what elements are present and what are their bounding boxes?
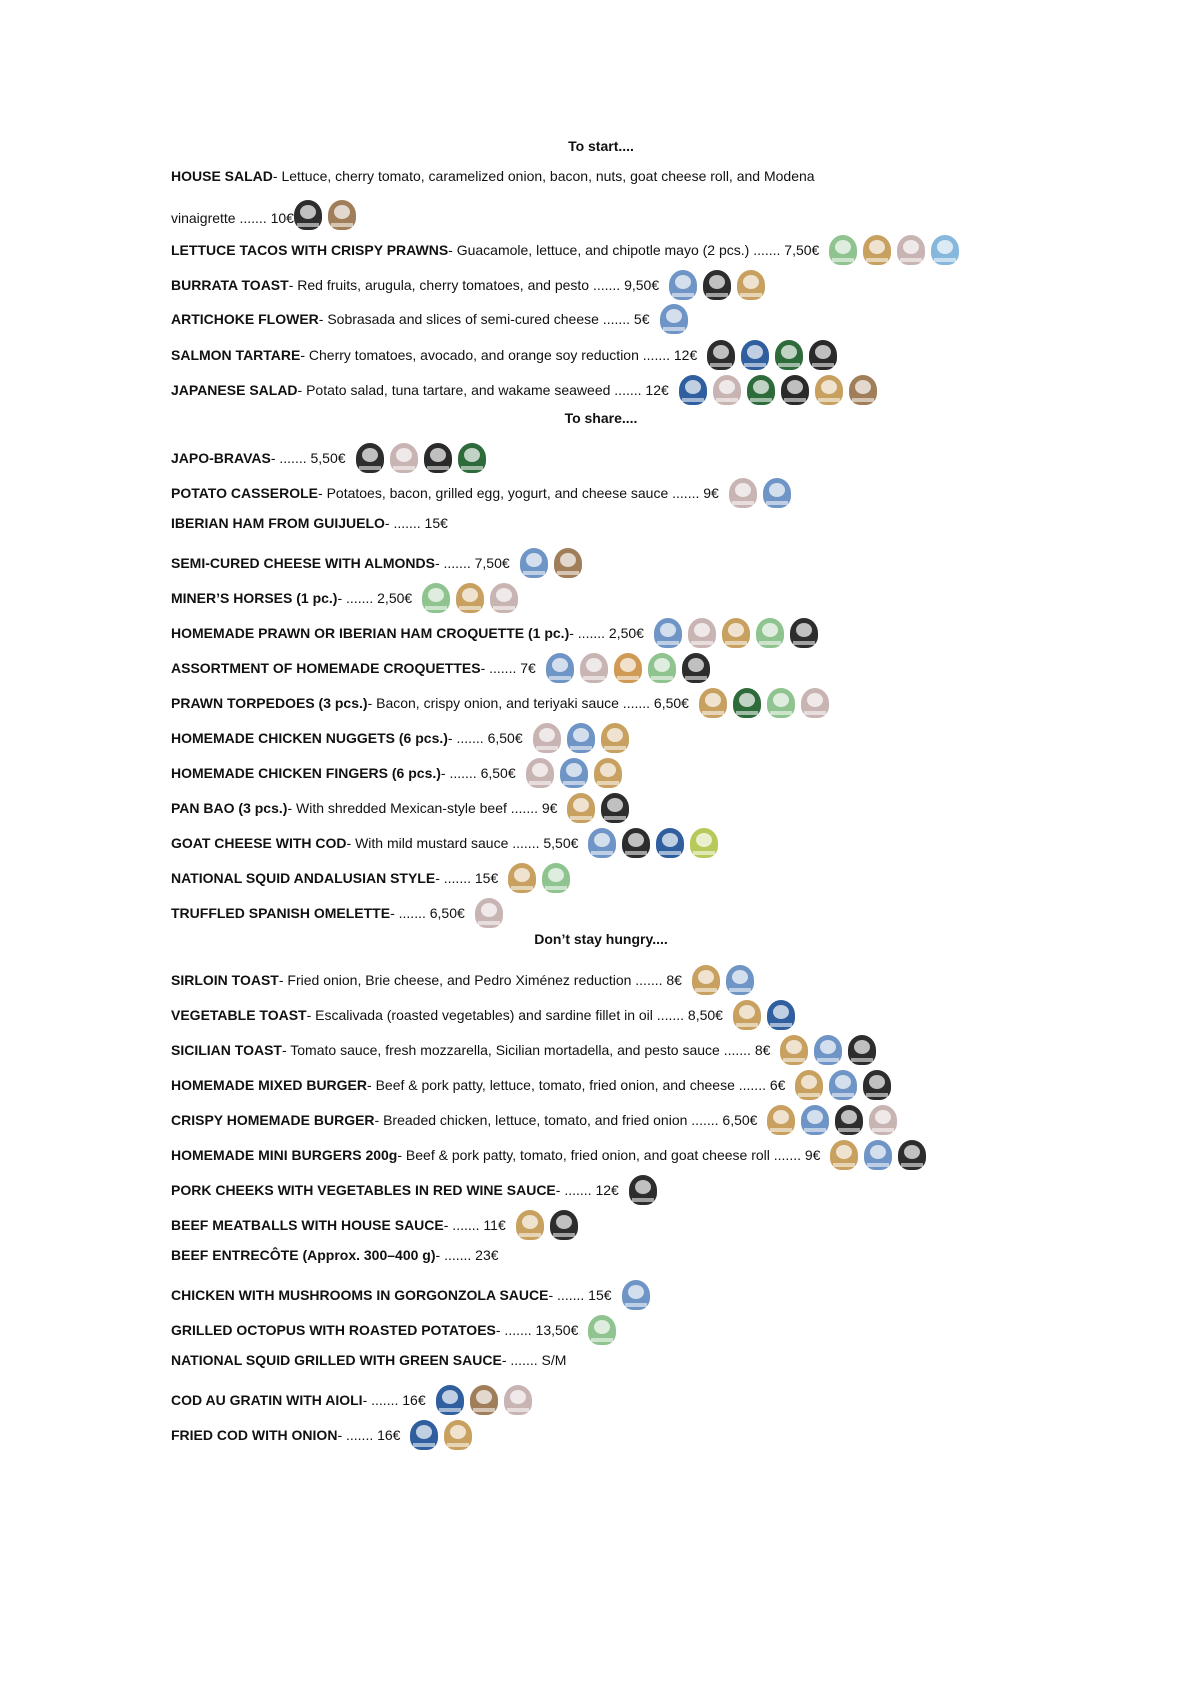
item-desc: - Tomato sauce, fresh mozzarella, Sicilian mortadella, and pesto sauce ....... 8€	[281, 1042, 771, 1058]
item-name: CRISPY HOMEMADE BURGER	[171, 1112, 375, 1128]
sesame-allergen-icon	[328, 200, 356, 230]
item-name: CHICKEN WITH MUSHROOMS IN GORGONZOLA SAUCE	[171, 1287, 549, 1303]
item-desc: - Lettuce, cherry tomato, caramelized onion, bacon, nuts, goat cheese roll, and Modena	[272, 168, 815, 184]
item-desc: - Beef & pork patty, tomato, fried onion, and goat cheese roll ....... 9€	[397, 1147, 821, 1163]
item-name: HOUSE SALAD	[171, 168, 273, 184]
milk-allergen-icon	[588, 828, 616, 858]
item-name: PAN BAO (3 pcs.)	[171, 800, 288, 816]
fish-allergen-icon	[656, 828, 684, 858]
gluten-allergen-icon	[795, 1070, 823, 1100]
egg-allergen-icon	[533, 723, 561, 753]
gluten-allergen-icon	[722, 618, 750, 648]
gluten-allergen-icon	[733, 1000, 761, 1030]
item-name: TRUFFLED SPANISH OMELETTE	[171, 905, 391, 921]
menu-item	[171, 1385, 538, 1415]
egg-allergen-icon	[729, 478, 757, 508]
menu-item	[171, 513, 458, 533]
item-desc: - ....... 7€	[480, 660, 536, 676]
menu-item	[171, 688, 835, 718]
item-name: ARTICHOKE FLOWER	[171, 311, 319, 327]
menu-item	[171, 1070, 897, 1100]
menu-item	[171, 340, 843, 370]
milk-allergen-icon	[814, 1035, 842, 1065]
item-desc: - ....... 12€	[555, 1182, 619, 1198]
allergen-icons	[729, 478, 797, 508]
celery-allergen-icon	[542, 863, 570, 893]
soy-allergen-icon	[733, 688, 761, 718]
gluten-allergen-icon	[594, 758, 622, 788]
fish-allergen-icon	[767, 1000, 795, 1030]
sesame-allergen-icon	[849, 375, 877, 405]
item-desc: - Fried onion, Brie cheese, and Pedro Ximénez reduction ....... 8€	[278, 972, 682, 988]
item-desc: - ....... 15€	[384, 515, 448, 531]
allergen-icons	[422, 583, 524, 613]
egg-allergen-icon	[801, 688, 829, 718]
egg-allergen-icon	[580, 653, 608, 683]
item-name: COD AU GRATIN WITH AIOLI	[171, 1392, 363, 1408]
item-desc: - ....... 7,50€	[434, 555, 510, 571]
section-title: To share....	[564, 410, 638, 426]
sesame-allergen-icon	[554, 548, 582, 578]
menu-item	[171, 1105, 903, 1135]
milk-allergen-icon	[622, 1280, 650, 1310]
item-name: ASSORTMENT OF HOMEMADE CROQUETTES	[171, 660, 481, 676]
egg-allergen-icon	[526, 758, 554, 788]
allergen-icons	[356, 443, 492, 473]
gluten-allergen-icon	[815, 375, 843, 405]
allergen-icons	[699, 688, 835, 718]
menu-item	[171, 618, 824, 648]
milk-allergen-icon	[801, 1105, 829, 1135]
milk-allergen-icon	[864, 1140, 892, 1170]
sulph-allergen-icon	[703, 270, 731, 300]
menu-item	[171, 1140, 932, 1170]
gluten-allergen-icon	[863, 235, 891, 265]
molluscs-allergen-icon	[424, 443, 452, 473]
sulph-allergen-icon	[707, 340, 735, 370]
item-name: LETTUCE TACOS WITH CRISPY PRAWNS	[171, 242, 449, 258]
menu-item	[171, 1420, 478, 1450]
mustard-allergen-icon	[690, 828, 718, 858]
allergen-icons	[475, 898, 509, 928]
gluten-allergen-icon	[780, 1035, 808, 1065]
molluscs-allergen-icon	[809, 340, 837, 370]
milk-allergen-icon	[829, 1070, 857, 1100]
gluten-allergen-icon	[830, 1140, 858, 1170]
fish-allergen-icon	[741, 340, 769, 370]
menu-item	[171, 235, 965, 265]
menu-item	[171, 1245, 509, 1265]
allergen-icons	[669, 270, 771, 300]
item-name: HOMEMADE MINI BURGERS 200g	[171, 1147, 398, 1163]
menu-item	[171, 1315, 622, 1345]
soy-allergen-icon	[775, 340, 803, 370]
gluten-allergen-icon	[699, 688, 727, 718]
gluten-allergen-icon	[737, 270, 765, 300]
sesame-allergen-icon	[470, 1385, 498, 1415]
item-desc: - ....... 15€	[548, 1287, 612, 1303]
egg-allergen-icon	[390, 443, 418, 473]
item-name: MINER’S HORSES (1 pc.)	[171, 590, 338, 606]
item-desc: - Breaded chicken, lettuce, tomato, and fried onion ....... 6,50€	[374, 1112, 758, 1128]
menu-item	[171, 898, 509, 928]
item-name: NATIONAL SQUID ANDALUSIAN STYLE	[171, 870, 436, 886]
menu-item	[171, 270, 771, 300]
item-name: HOMEMADE CHICKEN FINGERS (6 pcs.)	[171, 765, 441, 781]
egg-allergen-icon	[713, 375, 741, 405]
item-name: VEGETABLE TOAST	[171, 1007, 307, 1023]
sulph-allergen-icon	[356, 443, 384, 473]
allergen-icons	[436, 1385, 538, 1415]
milk-allergen-icon	[546, 653, 574, 683]
item-desc: - ....... 6,50€	[390, 905, 465, 921]
gluten-allergen-icon	[516, 1210, 544, 1240]
section-title: To start....	[568, 138, 634, 154]
allergen-icons	[707, 340, 843, 370]
sulph-allergen-icon	[848, 1035, 876, 1065]
allergen-icons	[520, 548, 588, 578]
menu-item	[171, 583, 524, 613]
allergen-icons	[692, 965, 760, 995]
allergen-icons	[622, 1280, 656, 1310]
item-name: HOMEMADE CHICKEN NUGGETS (6 pcs.)	[171, 730, 448, 746]
item-name: SEMI-CURED CHEESE WITH ALMONDS	[171, 555, 435, 571]
menu-item	[171, 1210, 584, 1240]
sulph-allergen-icon	[898, 1140, 926, 1170]
celery-allergen-icon	[648, 653, 676, 683]
item-desc: - Escalivada (roasted vegetables) and sardine fillet in oil ....... 8,50€	[306, 1007, 723, 1023]
item-name: FRIED COD WITH ONION	[171, 1427, 338, 1443]
allergen-icons	[830, 1140, 932, 1170]
item-desc: - With mild mustard sauce ....... 5,50€	[346, 835, 579, 851]
gluten-allergen-icon	[508, 863, 536, 893]
sulph-allergen-icon	[835, 1105, 863, 1135]
allergen-icons	[829, 235, 965, 265]
item-name: GOAT CHEESE WITH COD	[171, 835, 347, 851]
egg-allergen-icon	[688, 618, 716, 648]
item-desc: - ....... S/M	[501, 1352, 567, 1368]
milk-allergen-icon	[654, 618, 682, 648]
milk-allergen-icon	[669, 270, 697, 300]
item-name: JAPO-BRAVAS	[171, 450, 271, 466]
celery-allergen-icon	[422, 583, 450, 613]
menu-item	[171, 304, 694, 334]
item-desc: - With shredded Mexican-style beef ....... 9€	[287, 800, 558, 816]
item-name: PRAWN TORPEDOES (3 pcs.)	[171, 695, 368, 711]
gluten-allergen-icon	[456, 583, 484, 613]
soy-allergen-icon	[458, 443, 486, 473]
item-desc: - ....... 5,50€	[270, 450, 346, 466]
egg-allergen-icon	[490, 583, 518, 613]
allergen-icons	[588, 828, 724, 858]
sulph-allergen-icon	[550, 1210, 578, 1240]
celery-allergen-icon	[767, 688, 795, 718]
item-desc: - Bacon, crispy onion, and teriyaki sauce ....... 6,50€	[367, 695, 689, 711]
egg-allergen-icon	[504, 1385, 532, 1415]
item-desc: - ....... 13,50€	[495, 1322, 579, 1338]
item-name: BEEF MEATBALLS WITH HOUSE SAUCE	[171, 1217, 444, 1233]
allergen-icons	[767, 1105, 903, 1135]
menu-item	[171, 793, 635, 823]
sulph-allergen-icon	[294, 200, 322, 230]
sulph-allergen-icon	[863, 1070, 891, 1100]
item-name: SALMON TARTARE	[171, 347, 301, 363]
item-desc-line2: vinaigrette ....... 10€	[171, 209, 294, 226]
menu-item	[171, 1175, 663, 1205]
item-name: IBERIAN HAM FROM GUIJUELO	[171, 515, 385, 531]
item-name: JAPANESE SALAD	[171, 382, 298, 398]
egg-allergen-icon	[897, 235, 925, 265]
item-desc: - ....... 23€	[435, 1247, 499, 1263]
item-desc: - ....... 2,50€	[337, 590, 413, 606]
menu-item	[171, 375, 883, 405]
menu-item	[171, 653, 716, 683]
milk-allergen-icon	[567, 723, 595, 753]
menu-item	[171, 863, 576, 893]
menu-item	[171, 1035, 882, 1065]
sulph-allergen-icon	[682, 653, 710, 683]
item-name: SIRLOIN TOAST	[171, 972, 279, 988]
item-name: POTATO CASSEROLE	[171, 485, 319, 501]
item-desc: - ....... 6,50€	[440, 765, 516, 781]
item-name: SICILIAN TOAST	[171, 1042, 282, 1058]
allergen-icons	[516, 1210, 584, 1240]
milk-allergen-icon	[520, 548, 548, 578]
item-desc: - Potatoes, bacon, grilled egg, yogurt, and cheese sauce ....... 9€	[318, 485, 719, 501]
milk-allergen-icon	[763, 478, 791, 508]
menu-item	[171, 1350, 576, 1370]
allergen-icons	[795, 1070, 897, 1100]
item-desc: - Beef & pork patty, lettuce, tomato, fried onion, and cheese ....... 6€	[367, 1077, 786, 1093]
fish-allergen-icon	[679, 375, 707, 405]
item-desc: - Guacamole, lettuce, and chipotle mayo (2 pcs.) ....... 7,50€	[448, 242, 820, 258]
menu-item	[171, 548, 588, 578]
item-name: HOMEMADE MIXED BURGER	[171, 1077, 368, 1093]
item-desc: - Sobrasada and slices of semi-cured cheese ....... 5€	[318, 311, 650, 327]
item-desc: - ....... 2,50€	[569, 625, 644, 641]
menu-item	[171, 443, 492, 473]
item-name: BEEF ENTRECÔTE (Approx. 300–400 g)	[171, 1247, 436, 1263]
gluten-allergen-icon	[767, 1105, 795, 1135]
fish-allergen-icon	[436, 1385, 464, 1415]
allergen-icons	[526, 758, 628, 788]
celery-allergen-icon	[829, 235, 857, 265]
item-desc: - ....... 16€	[337, 1427, 401, 1443]
section-title: Don’t stay hungry....	[534, 931, 668, 947]
menu-item-continuation	[171, 200, 362, 235]
fish-allergen-icon	[410, 1420, 438, 1450]
menu-item	[171, 965, 760, 995]
menu-item	[171, 828, 724, 858]
allergen-icons	[629, 1175, 663, 1205]
menu-item	[171, 758, 628, 788]
milk-allergen-icon	[726, 965, 754, 995]
allergen-icons	[567, 793, 635, 823]
celery-allergen-icon	[588, 1315, 616, 1345]
allergen-icons	[588, 1315, 622, 1345]
gluten-allergen-icon	[444, 1420, 472, 1450]
item-desc: - ....... 16€	[362, 1392, 426, 1408]
allergen-icons	[654, 618, 824, 648]
item-name: BURRATA TOAST	[171, 277, 289, 293]
menu-item	[171, 1000, 801, 1030]
item-desc: - Potato salad, tuna tartare, and wakame seaweed ....... 12€	[297, 382, 669, 398]
item-desc: - ....... 6,50€	[447, 730, 523, 746]
allergen-icons	[546, 653, 716, 683]
item-name: NATIONAL SQUID GRILLED WITH GREEN SAUCE	[171, 1352, 502, 1368]
allergen-icons	[733, 1000, 801, 1030]
crust-allergen-icon	[931, 235, 959, 265]
item-desc: - Red fruits, arugula, cherry tomatoes, and pesto ....... 9,50€	[288, 277, 660, 293]
item-desc: - ....... 15€	[435, 870, 499, 886]
item-name: PORK CHEEKS WITH VEGETABLES IN RED WINE SAUCE	[171, 1182, 556, 1198]
menu-item	[171, 723, 635, 753]
gluten-allergen-icon	[601, 723, 629, 753]
item-desc: - Cherry tomatoes, avocado, and orange soy reduction ....... 12€	[300, 347, 698, 363]
item-name: HOMEMADE PRAWN OR IBERIAN HAM CROQUETTE (1 pc.)	[171, 625, 570, 641]
sulph-allergen-icon	[629, 1175, 657, 1205]
egg-allergen-icon	[869, 1105, 897, 1135]
allergen-icons	[294, 200, 362, 235]
menu-item	[171, 478, 797, 508]
gluten-allergen-icon	[567, 793, 595, 823]
menu-item	[171, 166, 815, 186]
milk-allergen-icon	[660, 304, 688, 334]
celery-allergen-icon	[756, 618, 784, 648]
allergen-icons	[533, 723, 635, 753]
sulph-allergen-icon	[601, 793, 629, 823]
menu-item	[171, 1280, 656, 1310]
milk-allergen-icon	[560, 758, 588, 788]
item-desc: - ....... 11€	[443, 1217, 506, 1233]
allergen-icons	[780, 1035, 882, 1065]
soy-allergen-icon	[747, 375, 775, 405]
sulph-allergen-icon	[790, 618, 818, 648]
allergen-icons	[679, 375, 883, 405]
sulph-allergen-icon	[622, 828, 650, 858]
gluten-allergen-icon	[692, 965, 720, 995]
allergen-icons	[508, 863, 576, 893]
egg-allergen-icon	[475, 898, 503, 928]
molluscs-allergen-icon	[781, 375, 809, 405]
allergen-icons	[410, 1420, 478, 1450]
item-name: GRILLED OCTOPUS WITH ROASTED POTATOES	[171, 1322, 496, 1338]
allergen-icons	[660, 304, 694, 334]
lupin-allergen-icon	[614, 653, 642, 683]
